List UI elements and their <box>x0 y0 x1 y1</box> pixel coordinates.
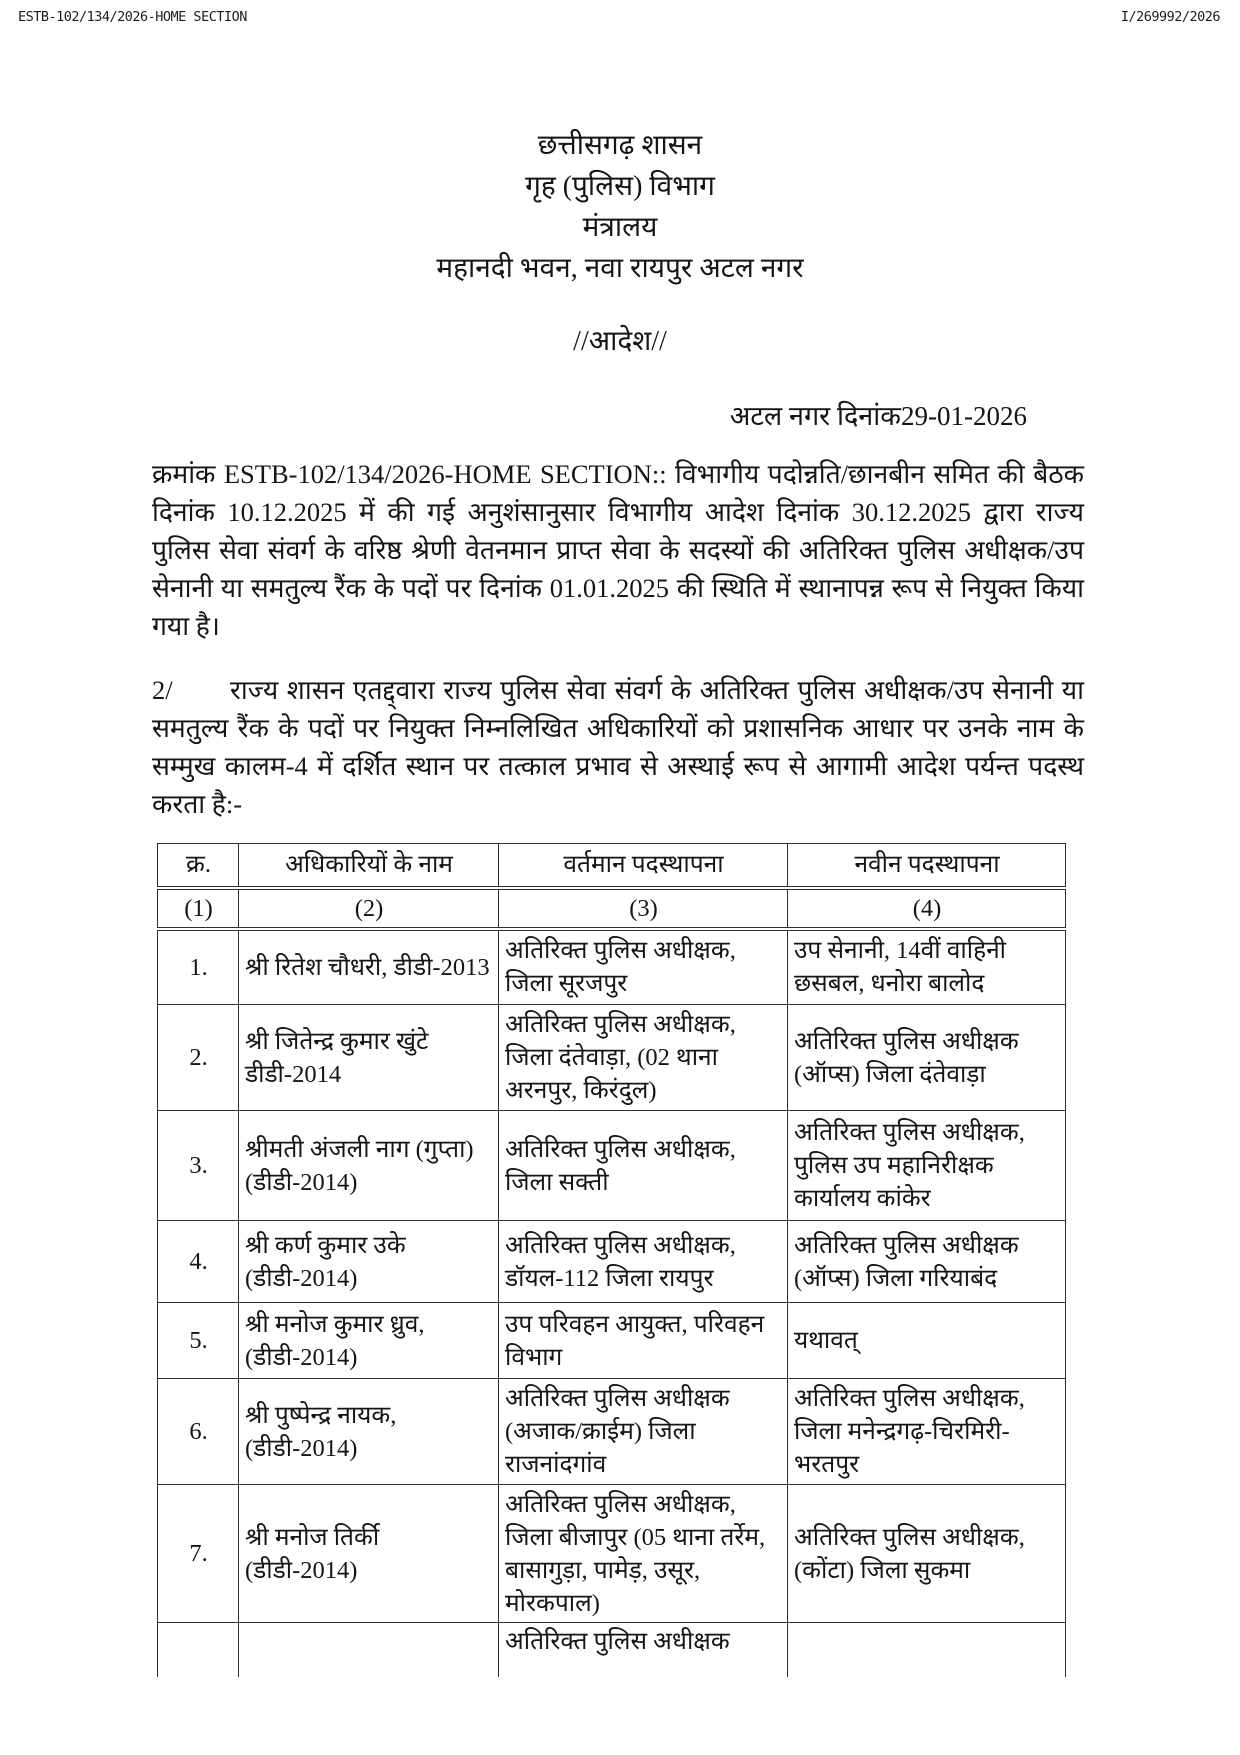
sno-cell <box>158 1623 239 1677</box>
sno-cell: 5. <box>158 1303 239 1379</box>
table-row <box>158 929 1066 1005</box>
table-row <box>158 1303 1066 1379</box>
sno-cell: 6. <box>158 1379 239 1485</box>
colnum-3: (3) <box>499 888 788 929</box>
colnum-4: (4) <box>788 888 1066 929</box>
header-officer-name: अधिकारियों के नाम <box>239 844 499 888</box>
file-reference-header <box>0 0 1240 25</box>
new-posting-cell: अतिरिक्त पुलिस अधीक्षक (ऑप्स) जिला गरियाबंद <box>788 1221 1066 1303</box>
name-cell: श्री पुष्पेन्द्र नायक, (डीडी-2014) <box>239 1379 499 1485</box>
file-number: ESTB-102/134/2026-HOME SECTION <box>18 9 247 25</box>
colnum-1: (1) <box>158 888 239 929</box>
department-name: गृह (पुलिस) विभाग <box>525 171 715 202</box>
current-posting-cell: अतिरिक्त पुलिस अधीक्षक, जिला दंतेवाड़ा, (02 थाना अरनपुर, किरंदुल) <box>499 1005 788 1111</box>
name-cell: श्री रितेश चौधरी, डीडी-2013 <box>239 929 499 1005</box>
table-header-row <box>158 844 1066 888</box>
new-posting-cell: उप सेनानी, 14वीं वाहिनी छसबल, धनोरा बालोद <box>788 929 1066 1005</box>
current-posting-cell: अतिरिक्त पुलिस अधीक्षक, जिला सक्ती <box>499 1111 788 1221</box>
place-date-line: अटल नगर दिनांक29-01-2026 <box>729 401 1027 431</box>
paragraph-body: राज्य शासन एतद्द्वारा राज्य पुलिस सेवा संवर्ग के अतिरिक्त पुलिस अधीक्षक/उप सेनानी या समतुल्य रैंक के पदों पर नियुक्त निम्नलिखित अधिकारियों को प्रशासनिक आधार पर उनके नाम के सम्मुख कालम-4 में दर्शित स्थान पर तत्काल प्रभाव से अस्थाई रूप से आगामी आदेश पर्यन्त पदस्थ करता है:- <box>152 675 1084 819</box>
current-posting-cell: उप परिवहन आयुक्त, परिवहन विभाग <box>499 1303 788 1379</box>
sno-cell: 3. <box>158 1111 239 1221</box>
new-posting-cell: अतिरिक्त पुलिस अधीक्षक (ऑप्स) जिला दंतेवाड़ा <box>788 1005 1066 1111</box>
header-new-posting: नवीन पदस्थापना <box>788 844 1066 888</box>
table-row <box>158 1379 1066 1485</box>
current-posting-cell: अतिरिक्त पुलिस अधीक्षक, डॉयल-112 जिला रायपुर <box>499 1221 788 1303</box>
name-cell: श्री कर्ण कुमार उके (डीडी-2014) <box>239 1221 499 1303</box>
name-cell: श्री मनोज तिर्की (डीडी-2014) <box>239 1485 499 1623</box>
order-paragraph-1: क्रमांक ESTB-102/134/2026-HOME SECTION:: विभागीय पदोन्नति/छानबीन समित की बैठक दिनांक 10.12.2025 में की गई अनुशंसानुसार विभागीय आदेश दिनांक 30.12.2025 द्वारा राज्य पुलिस सेवा संवर्ग के वरिष्ठ श्रेणी वेतनमान प्राप्त सेवा के सदस्यों की अतिरिक्त पुलिस अधीक्षक/उप सेनानी या समतुल्य रैंक के पदों पर दिनांक 01.01.2025 की स्थिति में स्थानापन्न रूप से नियुक्त किया गया है। <box>152 459 1084 641</box>
current-posting-cell: अतिरिक्त पुलिस अधीक्षक (अजाक/क्राईम) जिला राजनांदगांव <box>499 1379 788 1485</box>
new-posting-cell: अतिरिक्त पुलिस अधीक्षक, जिला मनेन्द्रगढ़-चिरमिरी-भरतपुर <box>788 1379 1066 1485</box>
new-posting-cell <box>788 1623 1066 1677</box>
name-cell: श्रीमती अंजली नाग (गुप्ता) (डीडी-2014) <box>239 1111 499 1221</box>
table-row <box>158 1221 1066 1303</box>
name-cell: श्री जितेन्द्र कुमार खुंटे डीडी-2014 <box>239 1005 499 1111</box>
sno-cell: 1. <box>158 929 239 1005</box>
current-posting-cell: अतिरिक्त पुलिस अधीक्षक, जिला सूरजपुर <box>499 929 788 1005</box>
current-posting-cell: अतिरिक्त पुलिस अधीक्षक <box>499 1623 788 1677</box>
new-posting-cell: यथावत् <box>788 1303 1066 1379</box>
header-serial: क्र. <box>158 844 239 888</box>
sno-cell: 7. <box>158 1485 239 1623</box>
table-row-partial <box>158 1623 1066 1677</box>
sno-cell: 2. <box>158 1005 239 1111</box>
new-posting-cell: अतिरिक्त पुलिस अधीक्षक, पुलिस उप महानिरीक्षक कार्यालय कांकेर <box>788 1111 1066 1221</box>
sno-cell: 4. <box>158 1221 239 1303</box>
letterhead <box>0 125 1240 289</box>
government-name: छत्तीसगढ़ शासन <box>537 130 703 161</box>
new-posting-cell: अतिरिक्त पुलिस अधीक्षक, (कोंटा) जिला सुकमा <box>788 1485 1066 1623</box>
header-current-posting: वर्तमान पदस्थापना <box>499 844 788 888</box>
order-heading: //आदेश// <box>573 326 667 357</box>
table-row <box>158 1485 1066 1623</box>
document-id: I/269992/2026 <box>1120 9 1220 25</box>
paragraph-number: 2/ <box>152 675 173 705</box>
table-row <box>158 1005 1066 1111</box>
column-number-row <box>158 888 1066 929</box>
name-cell <box>239 1623 499 1677</box>
colnum-2: (2) <box>239 888 499 929</box>
name-cell: श्री मनोज कुमार ध्रुव, (डीडी-2014) <box>239 1303 499 1379</box>
current-posting-cell: अतिरिक्त पुलिस अधीक्षक, जिला बीजापुर (05 थाना तर्रेम, बासागुड़ा, पामेड़, उसूर, मोरकपाल) <box>499 1485 788 1623</box>
ministry-name: मंत्रालय <box>582 212 658 243</box>
order-paragraph-2 <box>152 671 1084 823</box>
table-row <box>158 1111 1066 1221</box>
posting-table <box>157 843 1066 1677</box>
office-address: महानदी भवन, नवा रायपुर अटल नगर <box>436 253 804 284</box>
